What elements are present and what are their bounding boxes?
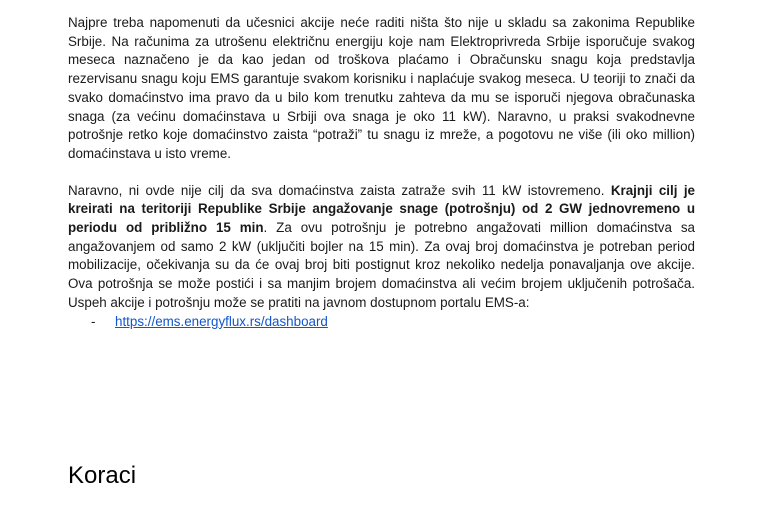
paragraph-goal-bold: Krajnji cilj je kreirati na teritoriji Republike Srbije angažovanje snage (potrošnju) od 2 GW jednovremeno u periodu od približno 15 min <box>68 182 695 236</box>
document-body <box>68 14 695 331</box>
paragraph-intro: Najpre treba napomenuti da učesnici akcije neće raditi ništa što nije u skladu sa zakonima Republike Srbije. Na računima za utrošenu električnu energiju koje nam Elektroprivreda Srbije isporučuje svakog meseca naznačeno je da kao jedan od troškova plaćamo i Obračunsku snagu koja predstavlja rezervisanu snagu koju EMS garantuje svakom korisniku i naplaćuje svakog meseca. U teoriji to znači da svako domaćinstvo ima pravo da u bilo kom trenutku zahteva da mu se isporuči njegova obračunaska snaga (za većinu domaćinstava u Srbiji ova snaga je oko 11 kW). Naravno, u praksi svakodnevne potrošnje retko koje domaćinstvo zaista “potraži” tu snagu iz mreže, a pogotovu ne više (ili oko million) domaćinstava u isto vreme. <box>68 15 695 161</box>
paragraph-goal-rest: . Za ovu potrošnju je potrebno angažovati million domaćinstva sa angažovanjem od samo 2 kW (uključiti bojler na 15 min). Za ovaj broj domaćinstva je potreban period mobilizacije, očekivanja su da će ovaj broj biti postignut kroz nekoliko nedelja ponavaljanja ove akcije. Ova potrošnja se može postići i sa manjim brojem domaćinstva ali većim brojem uključenih potrošača. Uspeh akcije i potrošnju može se pratiti na javnom dostupnom portalu EMS-a: <box>68 220 695 310</box>
paragraph-goal <box>68 182 695 313</box>
list-bullet: - <box>91 313 96 329</box>
paragraph-goal-intro: Naravno, ni ovde nije cilj da sva domaćinstva zaista zatraže svih 11 kW istovremeno. <box>68 182 611 198</box>
link-list <box>68 313 695 332</box>
dashboard-link[interactable]: https://ems.energyflux.rs/dashboard <box>115 313 328 329</box>
list-item <box>68 313 695 332</box>
section-heading: Koraci <box>68 462 137 489</box>
